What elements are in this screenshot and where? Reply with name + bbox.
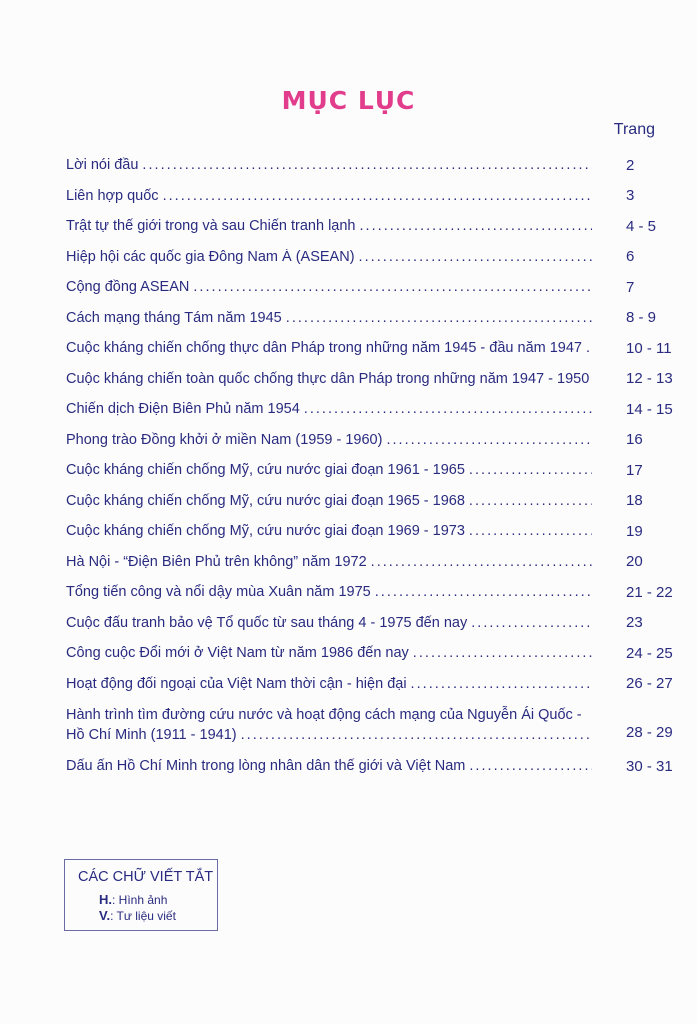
toc-entry[interactable] <box>66 455 666 486</box>
toc-entry-page: 4 - 5 <box>626 217 657 235</box>
toc-entry-title: Cộng đồng ASEAN . . . <box>66 279 189 295</box>
toc-entry[interactable] <box>66 751 673 782</box>
toc-entry[interactable] <box>66 394 673 425</box>
toc-entry-page: 30 - 31 <box>626 757 673 775</box>
toc-entry[interactable] <box>66 150 666 181</box>
abbreviation-meaning: Hình ảnh <box>118 893 168 907</box>
page-title: MỤC LỤC <box>281 86 416 115</box>
abbreviation-meaning: Tư liệu viết <box>116 909 176 923</box>
toc-entry-title: Cuộc kháng chiến chống Mỹ, cứu nước giai đoạn 1961 - 1965 . . . <box>66 462 465 478</box>
toc-entry-page: 14 - 15 <box>626 400 673 418</box>
toc-entry-title: Cuộc kháng chiến chống Mỹ, cứu nước giai đoạn 1965 - 1968 . . . <box>66 493 465 509</box>
toc-entry-page: 3 <box>626 187 635 205</box>
toc-entry[interactable] <box>66 303 666 334</box>
toc-entry-page: 2 <box>626 156 635 174</box>
toc-entry-title: Trật tự thế giới trong và sau Chiến tranh lạnh . . . <box>66 218 356 234</box>
toc-entry-title: Phong trào Đồng khởi ở miền Nam (1959 - 1960) . . . <box>66 432 382 448</box>
toc-entry-title: Cuộc đấu tranh bảo vệ Tổ quốc từ sau tháng 4 - 1975 đến nay . . . <box>66 615 467 631</box>
toc-entry-title: Hà Nội - “Điện Biên Phủ trên không” năm 1972 . . . <box>66 554 367 570</box>
toc-entry-title: Lời nói đầu . . . <box>66 157 138 173</box>
toc-entry-title: Liên hợp quốc . . . <box>66 188 159 204</box>
toc-entry-page: 23 <box>626 614 643 632</box>
toc-entry[interactable] <box>66 272 666 303</box>
toc-entry-page: 21 - 22 <box>626 583 673 601</box>
toc-entry[interactable] <box>66 486 666 517</box>
toc-entry[interactable] <box>66 547 666 578</box>
toc-entry-title-line1: Hành trình tìm đường cứu nước và hoạt động cách mạng của Nguyễn Ái Quốc - <box>66 707 582 723</box>
toc-entry-title: Tổng tiến công và nổi dậy mùa Xuân năm 1975 . . . <box>66 584 371 600</box>
toc-entry-title: Cách mạng tháng Tám năm 1945 . . . <box>66 310 282 326</box>
abbreviation-item: V.: Tư liệu viết <box>99 908 176 923</box>
toc-entry-title: Hiệp hội các quốc gia Đông Nam Á (ASEAN) . . . <box>66 249 355 265</box>
toc-entry-page: 28 - 29 <box>626 724 673 741</box>
abbreviations-box <box>64 859 218 931</box>
toc-entry[interactable] <box>66 608 666 639</box>
toc-entry-title: Cuộc kháng chiến chống Mỹ, cứu nước giai đoạn 1969 - 1973 . . . <box>66 523 465 539</box>
toc-entry-page: 6 <box>626 248 635 266</box>
table-of-contents <box>66 150 673 782</box>
toc-entry[interactable] <box>66 669 673 700</box>
toc-entry-page: 19 <box>626 522 643 540</box>
toc-entry[interactable] <box>66 577 673 608</box>
toc-entry[interactable] <box>66 364 673 395</box>
toc-entry-page: 26 - 27 <box>626 675 673 693</box>
toc-entry-title: Dấu ấn Hồ Chí Minh trong lòng nhân dân thế giới và Việt Nam . . . <box>66 758 465 774</box>
toc-entry-title: Cuộc kháng chiến toàn quốc chống thực dân Pháp trong những năm 1947 - 1950 . . . <box>66 371 589 387</box>
toc-entry-page: 16 <box>626 431 643 449</box>
abbreviations-title: CÁC CHỮ VIẾT TẮT <box>78 869 214 885</box>
toc-entry-title: Công cuộc Đổi mới ở Việt Nam từ năm 1986 đến nay . . . <box>66 645 409 661</box>
toc-entry[interactable] <box>66 425 666 456</box>
toc-entry[interactable] <box>66 638 673 669</box>
toc-entry-page: 7 <box>626 278 635 296</box>
toc-entry-page: 10 - 11 <box>626 339 672 357</box>
toc-entry-title: Chiến dịch Điện Biên Phủ năm 1954 . . . <box>66 401 300 417</box>
toc-entry-page: 17 <box>626 461 643 479</box>
toc-entry-title: Hoạt động đối ngoại của Việt Nam thời cận - hiện đại . . . <box>66 676 407 692</box>
toc-entry-page: 24 - 25 <box>626 644 673 662</box>
toc-entry-two-line[interactable] <box>66 699 673 751</box>
abbreviation-code: V. <box>99 908 111 923</box>
abbreviation-item: H.: Hình ảnh <box>99 892 168 907</box>
toc-entry[interactable] <box>66 181 666 212</box>
toc-entry[interactable] <box>66 333 672 364</box>
toc-entry[interactable] <box>66 211 666 242</box>
toc-entry-page: 8 - 9 <box>626 309 657 327</box>
page-column-header: Trang <box>613 121 655 138</box>
toc-entry-page: 20 <box>626 553 643 571</box>
toc-entry[interactable] <box>66 516 666 547</box>
toc-entry-page: 18 <box>626 492 643 510</box>
toc-entry[interactable] <box>66 242 666 273</box>
toc-entry-page: 12 - 13 <box>626 370 673 388</box>
toc-entry-title-line2: Hồ Chí Minh (1911 - 1941) . . . <box>66 727 237 743</box>
toc-entry-title: Cuộc kháng chiến chống thực dân Pháp trong những năm 1945 - đầu năm 1947 . . . <box>66 340 582 356</box>
abbreviation-code: H. <box>99 892 112 907</box>
